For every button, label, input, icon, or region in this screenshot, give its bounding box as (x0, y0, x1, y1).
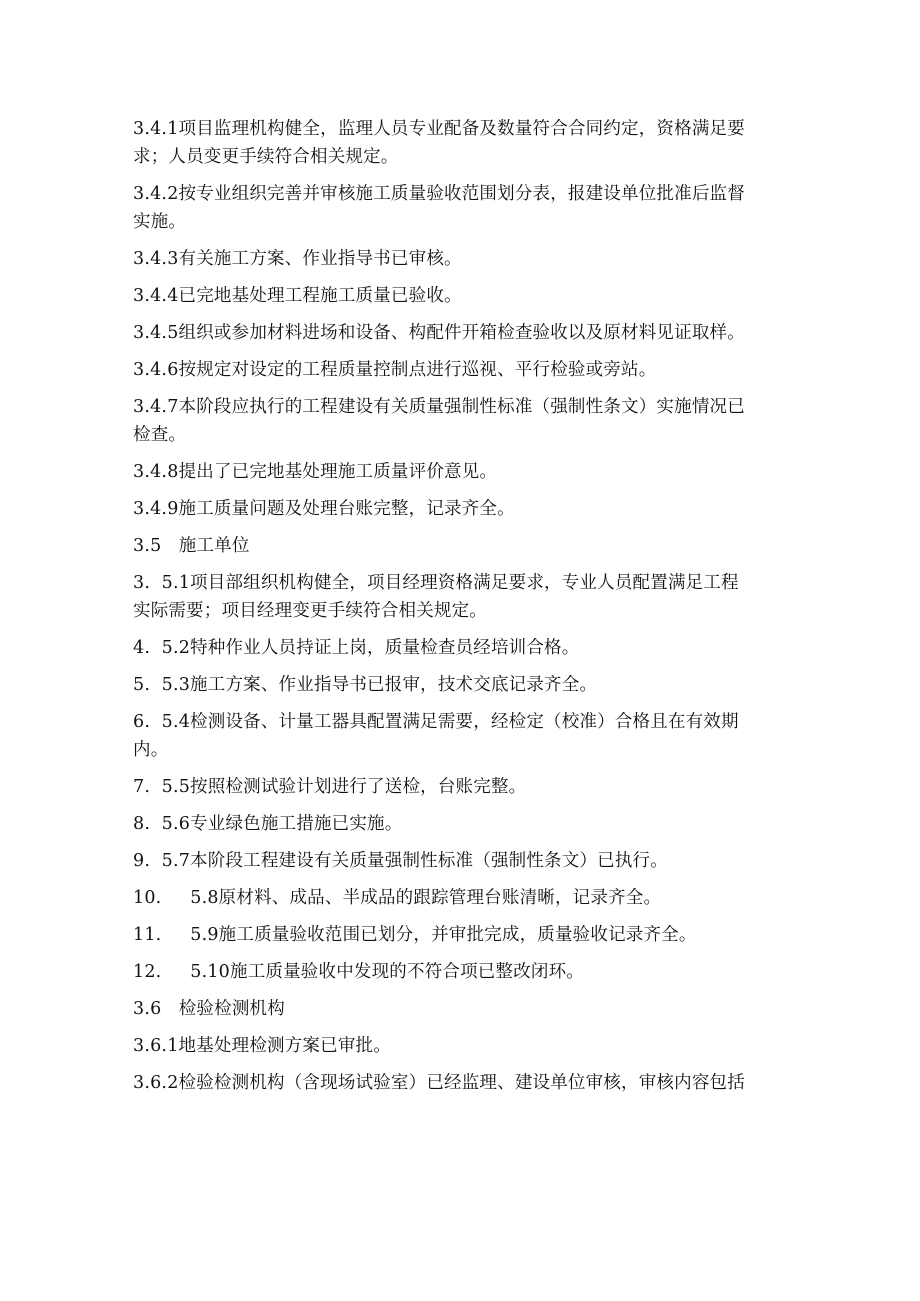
paragraph-5-4-line-2: 内。 (133, 740, 169, 760)
paragraph-3-4-4: 3.4.4已完地基处理工程施工质量已验收。 (133, 286, 462, 306)
paragraph-5-7: 9. 5.7本阶段工程建设有关质量强制性标准（强制性条文）已执行。 (133, 851, 668, 871)
paragraph-3-4-1-line-2: 求；人员变更手续符合相关规定。 (133, 147, 399, 167)
paragraph-3-5-1-line-2: 实际需要；项目经理变更手续符合相关规定。 (133, 601, 487, 621)
paragraph-3-4-8: 3.4.8提出了已完地基处理施工质量评价意见。 (133, 462, 498, 482)
paragraph-5-10: 12. 5.10施工质量验收中发现的不符合项已整改闭环。 (133, 962, 585, 982)
paragraph-3-4-3: 3.4.3有关施工方案、作业指导书已审核。 (133, 249, 462, 269)
paragraph-5-2: 4. 5.2特种作业人员持证上岗，质量检查员经培训合格。 (133, 638, 580, 658)
paragraph-5-3: 5. 5.3施工方案、作业指导书已报审，技术交底记录齐全。 (133, 675, 598, 695)
paragraph-3-4-2-line-2: 实施。 (133, 212, 187, 232)
section-heading-3-5: 3.5 施工单位 (133, 536, 250, 556)
paragraph-3-5-1-line-1: 3. 5.1项目部组织机构健全，项目经理资格满足要求，专业人员配置满足工程 (133, 573, 739, 593)
paragraph-3-4-7-line-2: 检查。 (133, 425, 187, 445)
paragraph-3-4-2-line-1: 3.4.2按专业组织完善并审核施工质量验收范围划分表，报建设单位批准后监督 (133, 184, 745, 204)
paragraph-3-4-5: 3.4.5组织或参加材料进场和设备、构配件开箱检查验收以及原材料见证取样。 (133, 323, 745, 343)
paragraph-3-6-2: 3.6.2检验检测机构（含现场试验室）已经监理、建设单位审核，审核内容包括 (133, 1073, 745, 1093)
paragraph-3-6-1: 3.6.1地基处理检测方案已审批。 (133, 1036, 391, 1056)
paragraph-3-4-7-line-1: 3.4.7本阶段应执行的工程建设有关质量强制性标准（强制性条文）实施情况已 (133, 397, 745, 417)
paragraph-5-6: 8. 5.6专业绿色施工措施已实施。 (133, 814, 403, 834)
paragraph-3-4-6: 3.4.6按规定对设定的工程质量控制点进行巡视、平行检验或旁站。 (133, 360, 657, 380)
paragraph-3-4-9: 3.4.9施工质量问题及处理台账完整，记录齐全。 (133, 499, 515, 519)
paragraph-5-4-line-1: 6. 5.4检测设备、计量工器具配置满足需要，经检定（校准）合格且在有效期 (133, 712, 739, 732)
paragraph-5-5: 7. 5.5按照检测试验计划进行了送检，台账完整。 (133, 777, 527, 797)
paragraph-5-8: 10. 5.8原材料、成品、半成品的跟踪管理台账清晰，记录齐全。 (133, 888, 662, 908)
document-body (133, 117, 788, 1096)
section-heading-3-6: 3.6 检验检测机构 (133, 999, 285, 1019)
paragraph-5-9: 11. 5.9施工质量验收范围已划分，并审批完成，质量验收记录齐全。 (133, 925, 697, 945)
paragraph-3-4-1-line-1: 3.4.1项目监理机构健全，监理人员专业配备及数量符合合同约定，资格满足要 (133, 119, 745, 139)
